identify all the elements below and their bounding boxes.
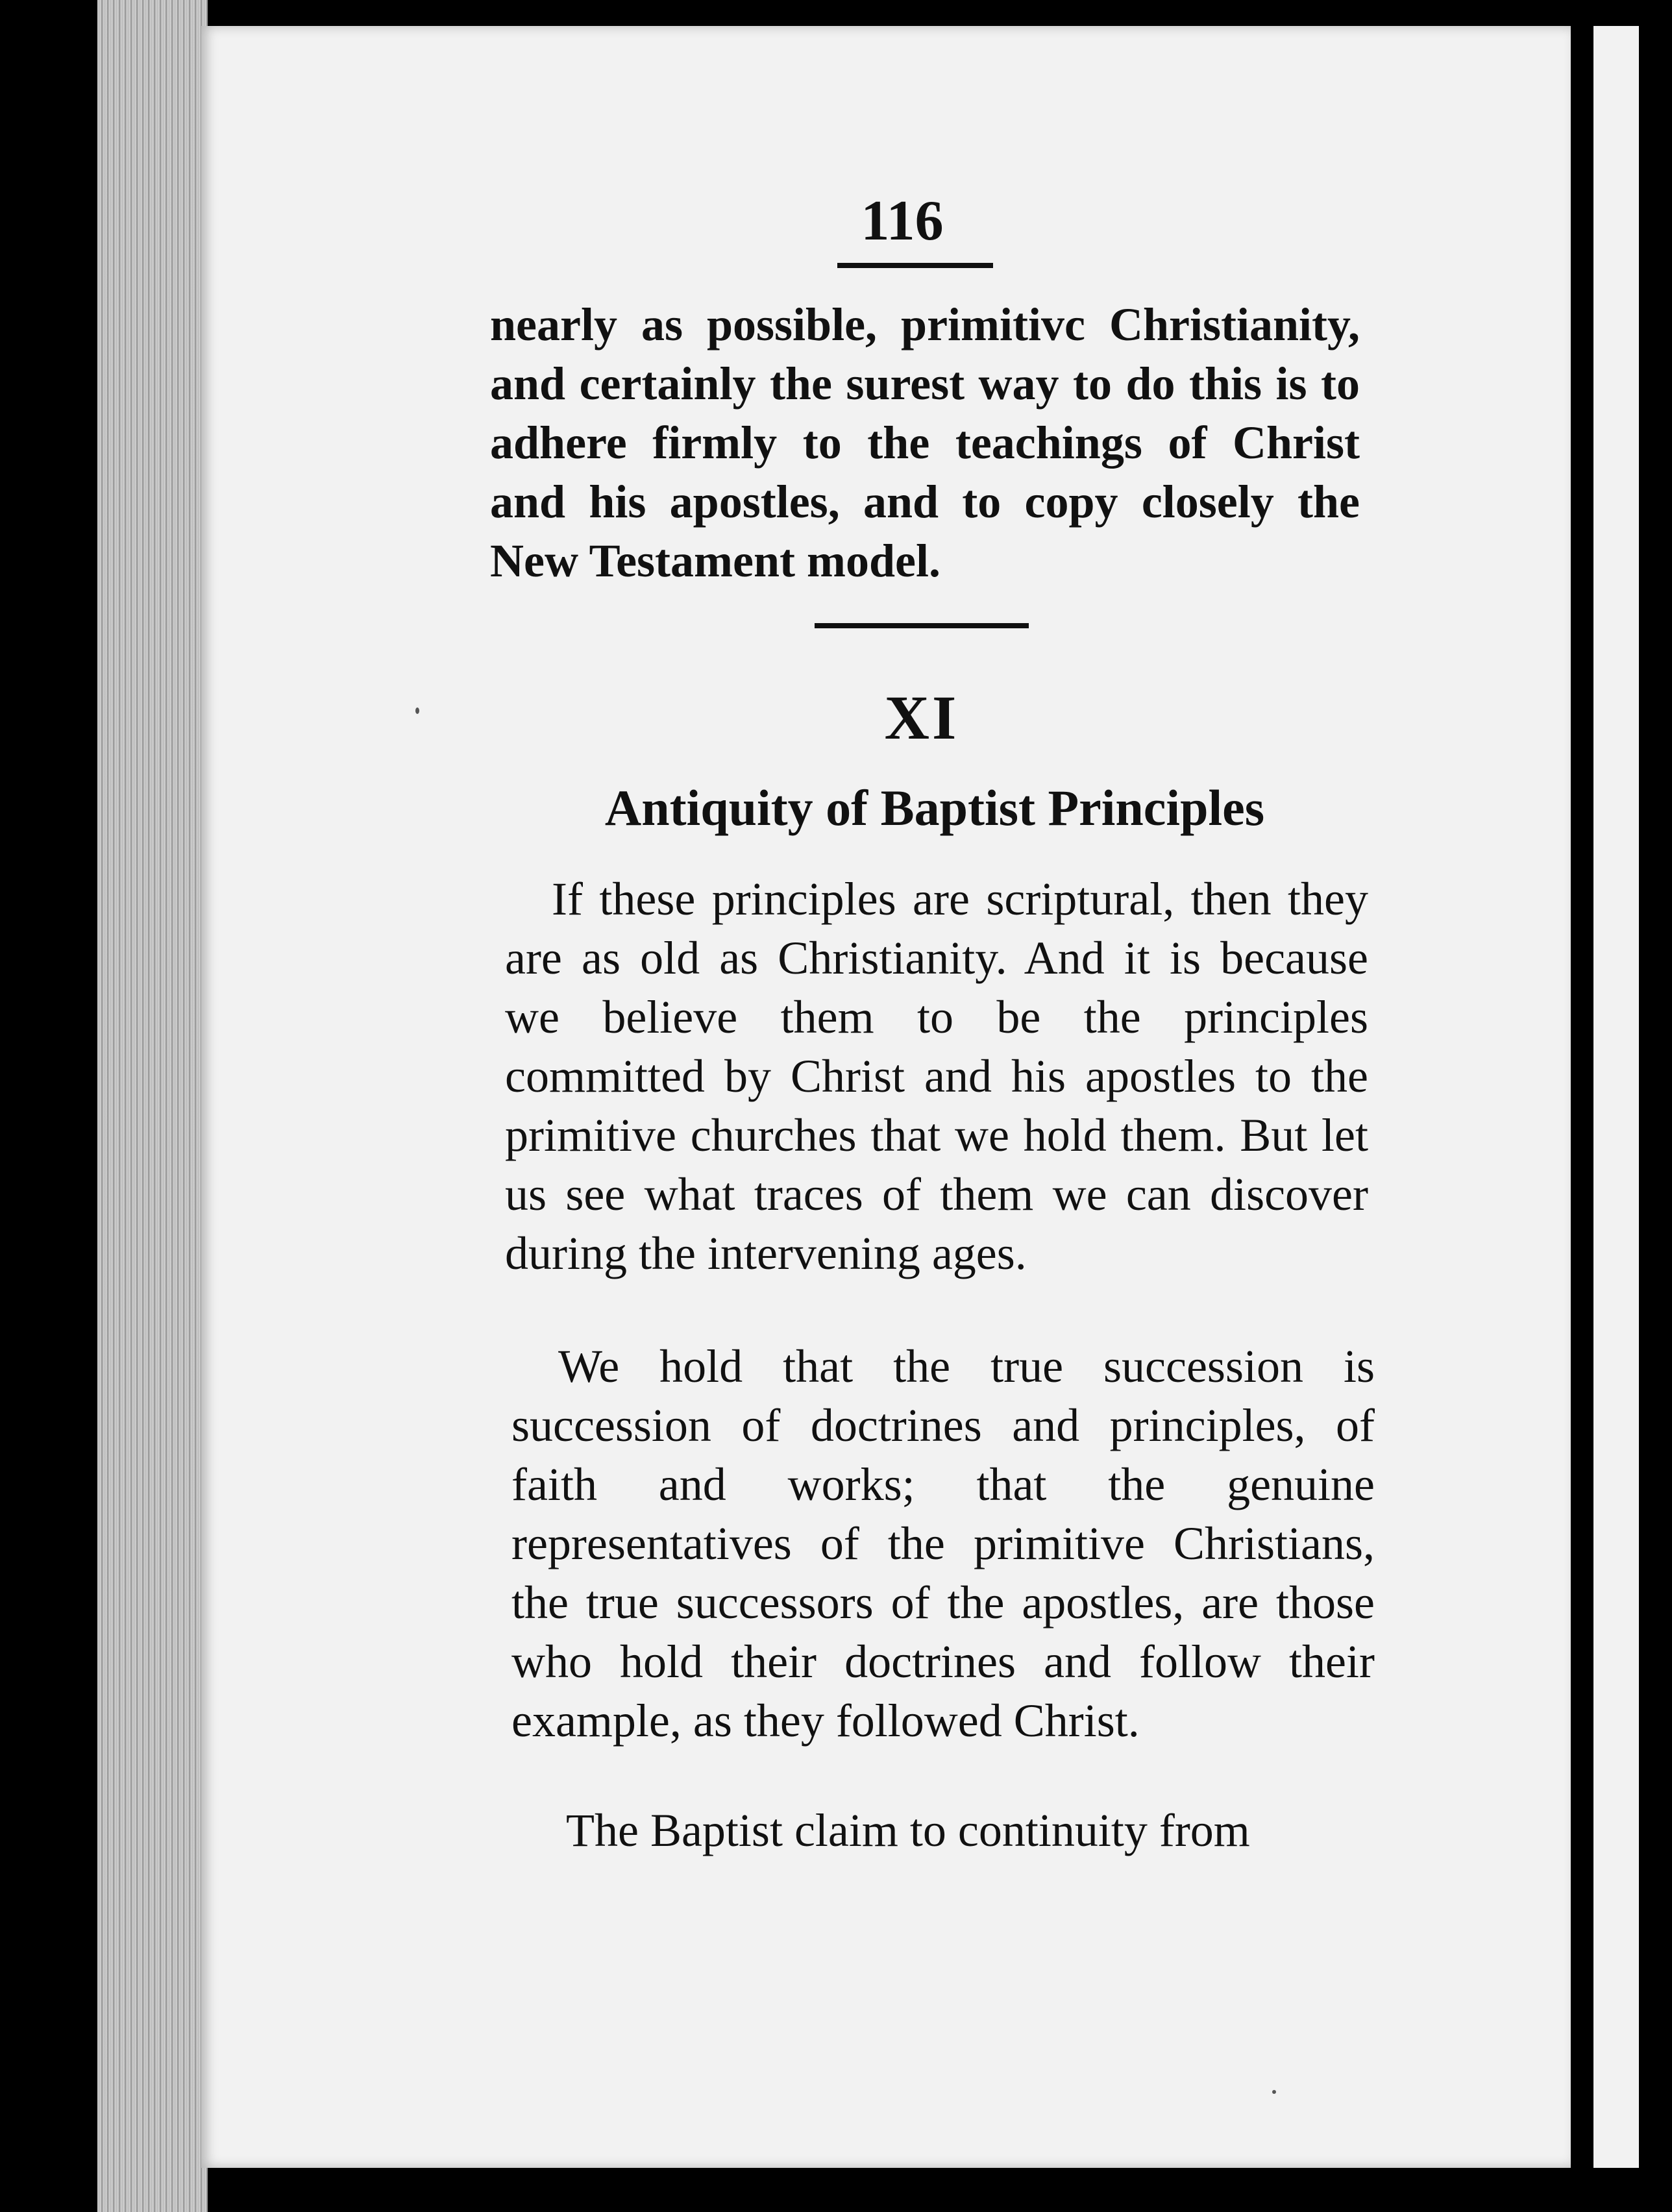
page-number: 116 [861,190,944,252]
body-paragraph: The Baptist claim to continuity from [566,1804,1250,1856]
scan-speck [1272,2090,1276,2094]
chapter-numeral: XI [884,683,959,752]
chapter-title: Antiquity of Baptist Principles [604,780,1265,836]
continued-paragraph: nearly as possible, primitivc Christianity, and certainly the surest way to do this is to adhere firmly to the teachings of Christ and his apostles, and to copy closely the New Testament model. [490,299,1360,587]
header-rule [837,263,993,268]
body-paragraph: We hold that the true succession is succession of doctrines and principles, of faith and works; that the genuine representatives of the primitive Christians, the true successors of the apostles, are those who hold their doctrines and follow their example, as they followed Christ. [511,1340,1375,1747]
facing-page-edge [1593,26,1639,2168]
section-divider-rule [815,623,1029,628]
book-page-edges [97,0,208,2212]
body-paragraph: If these principles are scriptural, then they are as old as Christianity. And it is because we believe them to be the principles committed by Christ and his apostles to the primitive churches that we hold them. But let us see what traces of them we can discover during the intervening ages. [505,873,1368,1279]
scan-speck [415,707,419,714]
